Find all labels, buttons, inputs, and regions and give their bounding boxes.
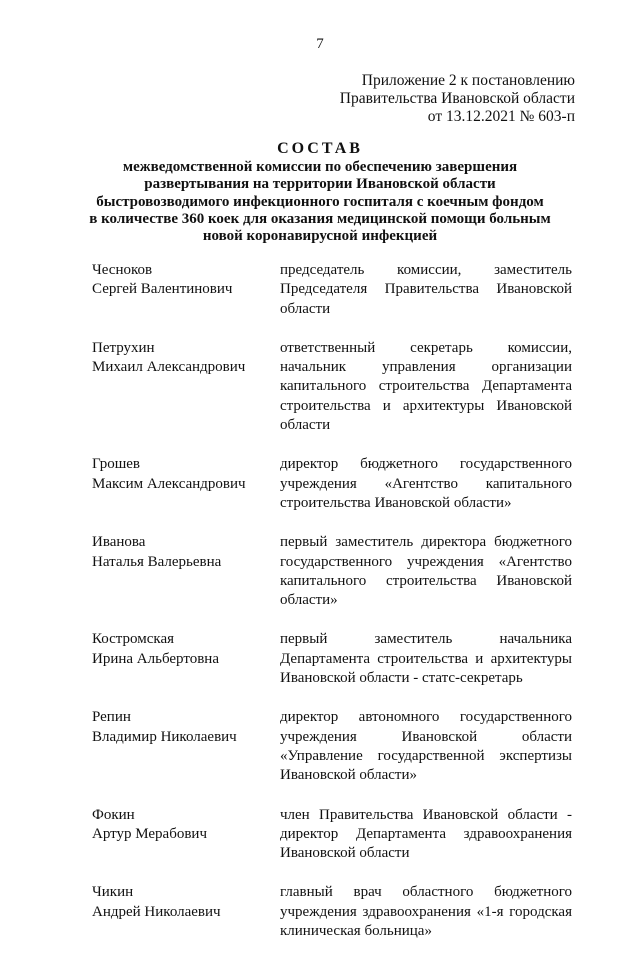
document-subtitle bbox=[0, 159, 640, 245]
member-entry bbox=[92, 261, 572, 319]
member-surname: Репин bbox=[92, 709, 131, 726]
member-position: главный врач областного бюджетного учреждения здравоохранения «1-я городская клиническая больница» bbox=[280, 884, 572, 940]
member-position: первый заместитель начальника Департамента строительства и архитектуры Ивановской области - статс-секретарь bbox=[280, 631, 572, 687]
member-position: директор автономного государственного учреждения Ивановской области «Управление государственной экспертизы Ивановской области» bbox=[280, 709, 572, 784]
member-entry bbox=[92, 883, 572, 941]
subtitle-line: в количестве 360 коек для оказания медицинской помощи больным bbox=[89, 210, 551, 227]
subtitle-line: новой коронавирусной инфекцией bbox=[202, 228, 438, 245]
member-surname: Чикин bbox=[92, 884, 134, 901]
member-name bbox=[92, 708, 280, 747]
member-given-name: Владимир Николаевич bbox=[92, 728, 237, 745]
member-position: ответственный секретарь комиссии, начальник управления организации капитального строительства Департамента строительства и архитектуры Ивановской области bbox=[280, 339, 572, 434]
member-given-name: Андрей Николаевич bbox=[92, 903, 221, 920]
subtitle-line: межведомственной комиссии по обеспечению завершения bbox=[122, 159, 518, 175]
member-entry bbox=[92, 533, 572, 610]
member-given-name: Сергей Валентинович bbox=[92, 281, 233, 298]
page-number: 7 bbox=[316, 36, 324, 52]
members-list bbox=[92, 261, 572, 961]
member-given-name: Ирина Альбертовна bbox=[92, 650, 219, 667]
member-position: председатель комиссии, заместитель Председателя Правительства Ивановской области bbox=[280, 262, 572, 317]
subtitle-line: развертывания на территории Ивановской области bbox=[144, 176, 496, 193]
appendix-line: Приложение 2 к постановлению bbox=[361, 72, 575, 89]
document-title: СОСТАВ bbox=[277, 140, 363, 157]
member-given-name: Наталья Валерьевна bbox=[92, 553, 222, 570]
appendix-line: от 13.12.2021 № 603-п bbox=[427, 108, 575, 125]
member-position: первый заместитель директора бюджетного государственного учреждения «Агентство капитального строительства Ивановской области» bbox=[280, 534, 572, 609]
member-name bbox=[92, 455, 280, 494]
member-given-name: Артур Мерабович bbox=[92, 825, 207, 842]
member-name bbox=[92, 630, 280, 669]
appendix-block bbox=[340, 72, 575, 126]
member-name bbox=[92, 339, 280, 378]
member-surname: Фокин bbox=[92, 806, 135, 823]
member-position: директор бюджетного государственного учреждения «Агентство капитального строительства Ивановской области» bbox=[280, 456, 572, 511]
member-surname: Чесноков bbox=[92, 262, 153, 278]
member-given-name: Максим Александрович bbox=[92, 475, 246, 492]
member-entry bbox=[92, 708, 572, 785]
member-name bbox=[92, 883, 280, 922]
member-entry bbox=[92, 455, 572, 513]
member-given-name: Михаил Александрович bbox=[92, 359, 246, 376]
member-entry bbox=[92, 339, 572, 435]
member-name bbox=[92, 533, 280, 572]
member-entry bbox=[92, 630, 572, 688]
subtitle-line: быстровозводимого инфекционного госпиталя с коечным фондом bbox=[96, 193, 544, 210]
member-surname: Грошев bbox=[92, 456, 141, 473]
appendix-line: Правительства Ивановской области bbox=[339, 90, 575, 107]
member-position: член Правительства Ивановской области - директор Департамента здравоохранения Ивановской области bbox=[280, 806, 572, 862]
member-name bbox=[92, 261, 280, 300]
member-surname: Костромская bbox=[92, 631, 175, 648]
member-name bbox=[92, 806, 280, 845]
member-entry bbox=[92, 806, 572, 864]
member-surname: Иванова bbox=[92, 534, 146, 551]
member-surname: Петрухин bbox=[92, 339, 155, 356]
